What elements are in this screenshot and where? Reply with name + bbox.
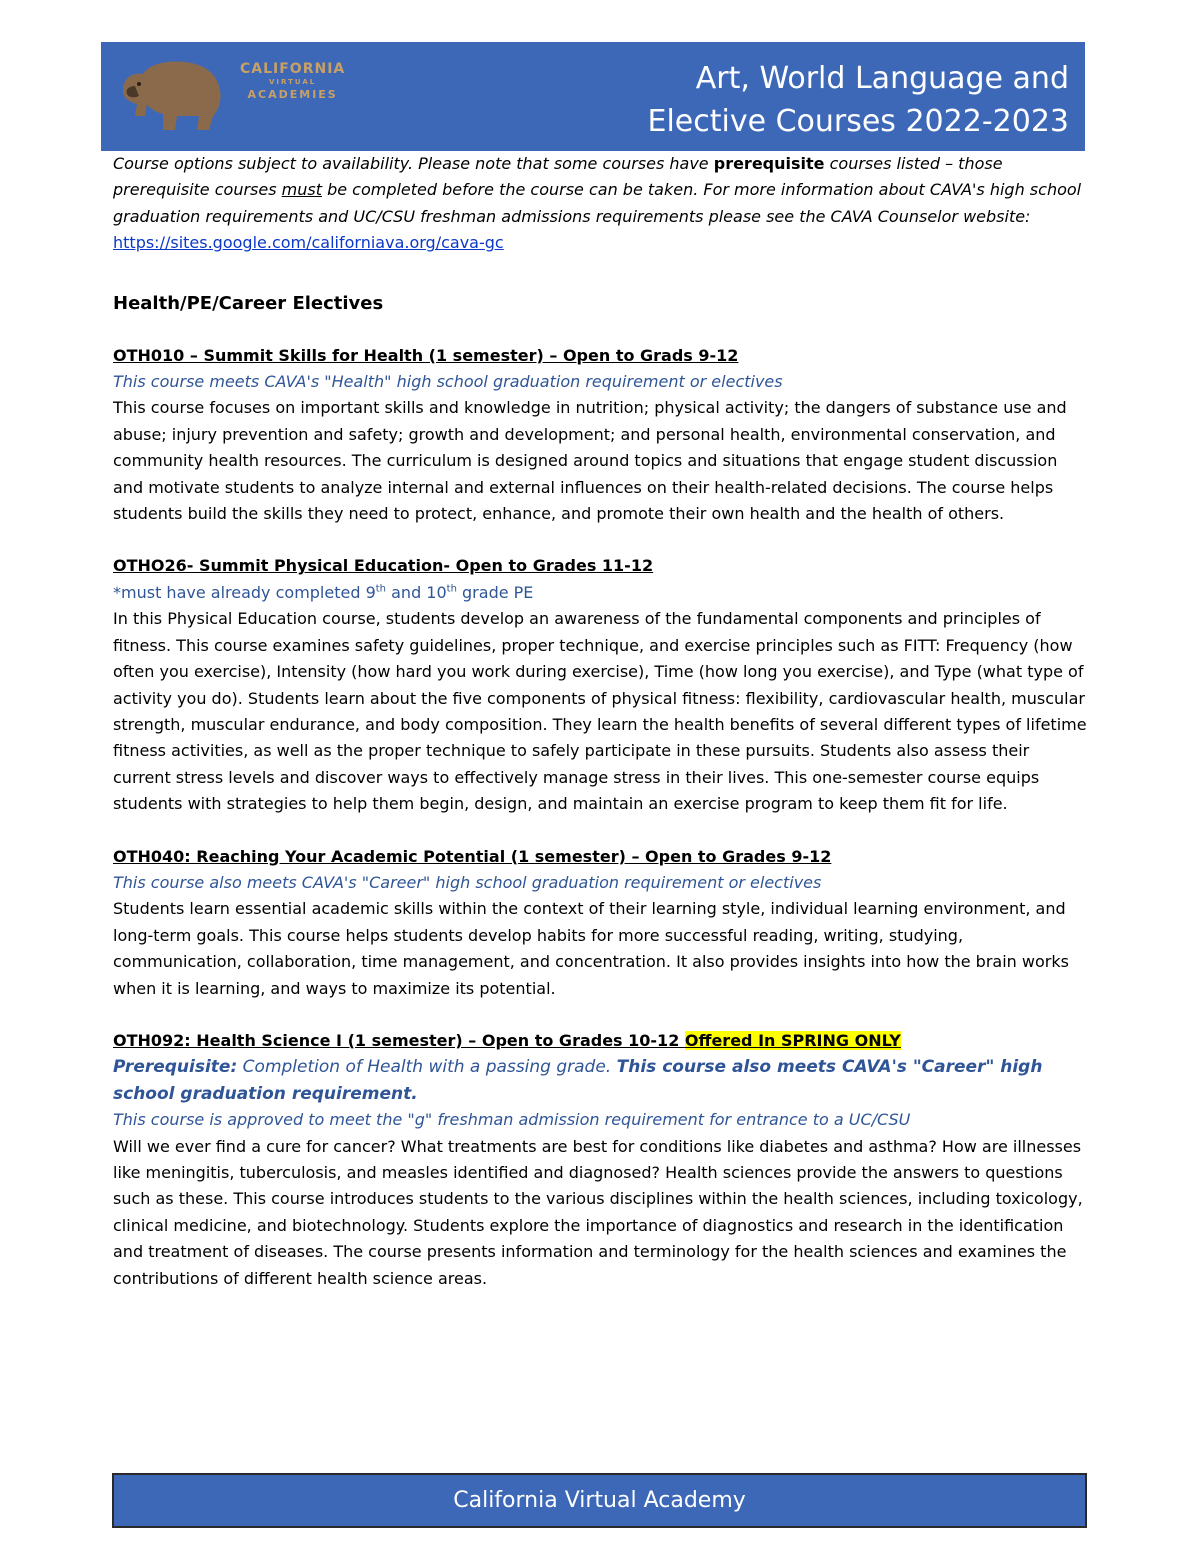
- course-note: This course meets CAVA's "Health" high school graduation requirement or electives: [113, 372, 783, 392]
- course-description: Students learn essential academic skills within the context of their learning style, individual learning environment, and long-term goals. This course helps students develop habits for more successful reading, writing, studying, communication, collaboration, time management, and concentration. It also provides insights into how the brain works when it is learning, and ways to maximize its potential.: [113, 899, 1069, 998]
- spring-only-highlight: Offered In SPRING ONLY: [684, 1030, 901, 1050]
- page-title-line1: Art, World Language and: [695, 61, 1069, 96]
- section-title: Health/PE/Career Electives: [113, 292, 384, 314]
- course-prerequisite: Prerequisite: Completion of Health with a passing grade. This course also meets CAVA's "Career" high school graduation requirement.: [113, 1057, 1043, 1104]
- course-oth010: [113, 343, 1088, 528]
- course-description: In this Physical Education course, students develop an awareness of the fundamental components and principles of fitness. This course examines safety guidelines, proper technique, and exercise principles such as FITT: Frequency (how often you exercise), Intensity (how hard you work during exercise), Time (how long you exercise), and Type (what type of activity you do). Students learn about the five components of physical fitness: flexibility, cardiovascular health, muscular strength, muscular endurance, and body composition. They learn the health benefits of several different types of lifetime fitness activities, as well as the proper technique to safely participate in these pursuits. Students also assess their current stress levels and discover ways to effectively manage stress in their lives. This one-semester course equips students with strategies to help them begin, design, and maintain an exercise program to keep them fit for life.: [113, 609, 1087, 814]
- course-otho26: [113, 553, 1088, 817]
- intro-bold-word: prerequisite: [713, 154, 825, 173]
- counselor-website-link[interactable]: https://sites.google.com/californiava.org/cava-gc: [113, 233, 504, 253]
- course-description: Will we ever find a cure for cancer? What treatments are best for conditions like diabetes and asthma? How are illnesses like meningitis, tuberculosis, and measles identified and diagnosed? Health sciences provide the answers to questions such as these. This course introduces students to the various disciplines within the health sciences, including toxicology, clinical medicine, and biotechnology. Students explore the importance of diagnostics and research in the identification and treatment of diseases. The course presents information and terminology for the health sciences and examines the contributions of different health science areas.: [113, 1136, 1083, 1288]
- course-description: This course focuses on important skills and knowledge in nutrition; physical activity; the dangers of substance use and abuse; injury prevention and safety; growth and development; and personal health, environmental conservation, and community health resources. The curriculum is designed around topics and situations that engage student discussion and motivate students to analyze internal and external influences on their health-related decisions. The course helps students build the skills they need to protect, enhance, and promote their own health and the health of others.: [113, 398, 1067, 524]
- course-note: *must have already completed 9th and 10th grade PE: [113, 582, 534, 602]
- bear-icon: [115, 50, 235, 130]
- course-note: This course is approved to meet the "g" freshman admission requirement for entrance to a UC/CSU: [113, 1110, 911, 1130]
- page-title-line2: Elective Courses 2022-2023: [647, 104, 1069, 139]
- course-title: OTH092: Health Science I (1 semester) – Open to Grades 10-12 Offered In SPRING ONLY: [113, 1030, 901, 1050]
- course-title: OTH010 – Summit Skills for Health (1 semester) – Open to Grads 9-12: [113, 345, 739, 365]
- course-oth092: [113, 1028, 1088, 1292]
- course-oth040: [113, 844, 1088, 1002]
- header-banner: [101, 42, 1085, 151]
- footer-banner: [112, 1473, 1087, 1528]
- logo-wordmark: CALIFORNIA VIRTUAL ACADEMIES: [240, 61, 346, 101]
- page-title: [647, 57, 1069, 143]
- course-note: This course also meets CAVA's "Career" high school graduation requirement or electives: [113, 872, 822, 892]
- document-body: [113, 151, 1088, 1318]
- intro-underlined-word: must: [281, 180, 322, 200]
- course-title: OTHO26- Summit Physical Education- Open to Grades 11-12: [113, 556, 654, 576]
- california-virtual-academies-logo: [115, 50, 365, 130]
- course-title: OTH040: Reaching Your Academic Potential (1 semester) – Open to Grades 9-12: [113, 846, 832, 866]
- intro-paragraph: Course options subject to availability. Please note that some courses have prerequisite courses listed – those prerequisite courses must be completed before the course can be taken. For more information about CAVA's high school graduation requirements and UC/CSU freshman admissions requirements please see the CAVA Counselor website: https://sites.google.com/californiava.org/cava-gc: [113, 154, 1082, 253]
- footer-text: California Virtual Academy: [453, 1488, 746, 1513]
